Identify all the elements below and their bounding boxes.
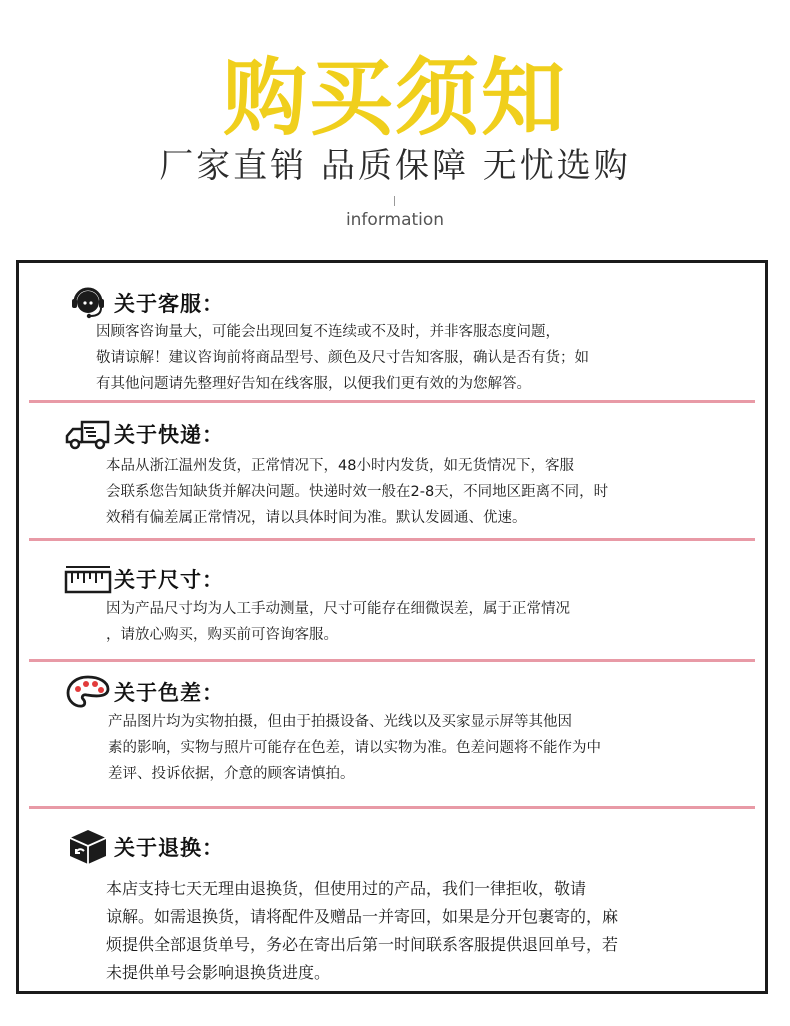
page-title: 购买须知 [222,49,567,147]
section-body [96,319,732,397]
english-caption: information [345,210,445,230]
divider-tick [394,196,395,206]
customer-service-headset-icon [64,285,112,321]
section-header [64,561,224,597]
info-panel [16,260,768,994]
section-body [106,453,732,531]
section-divider [29,806,755,809]
page-subtitle: 厂家直销 品质保障 无忧选购 [159,146,631,186]
section-divider [29,659,755,662]
section-body [108,709,732,787]
body-line: 因为产品尺寸均为人工手动测量，尺寸可能存在细微误差，属于正常情况 [106,601,570,617]
section-divider [29,400,755,403]
section-header [64,674,224,710]
body-line: 因顾客咨询量大，可能会出现回复不连续或不及时，并非客服态度问题， [96,324,560,340]
body-line: 未提供单号会影响退换货进度。 [106,963,331,982]
section-body [106,596,732,648]
delivery-truck-icon [64,416,112,452]
body-line: 烦提供全部退货单号，务必在寄出后第一时间联系客服提供退回单号，若 [106,935,619,954]
body-line: 产品图片均为实物拍摄，但由于拍摄设备、光线以及买家显示屏等其他因 [108,714,572,730]
section-header [64,285,224,321]
color-palette-icon [64,674,112,710]
body-line: 敬请谅解！建议咨询前将商品型号、颜色及尺寸告知客服，确认是否有货；如 [96,350,589,366]
section-title: 关于尺寸： [114,568,224,592]
section-divider [29,538,755,541]
ruler-icon [64,561,112,597]
body-line: 素的影响，实物与照片可能存在色差，请以实物为准。色差问题将不能作为中 [108,740,601,756]
section-title: 关于色差： [114,681,224,705]
section-header [64,829,224,865]
body-line: 差评、投诉依据，介意的顾客请慎拍。 [108,766,355,782]
section-title: 关于客服： [114,292,224,316]
body-line: 本店支持七天无理由退换货，但使用过的产品，我们一律拒收，敬请 [106,879,587,898]
section-title: 关于退换： [114,836,224,860]
section-body [106,875,732,987]
section-title: 关于快递： [114,423,224,447]
body-line: 本品从浙江温州发货，正常情况下，48小时内发货，如无货情况下，客服 [106,458,574,474]
body-line: ，请放心购买，购买前可咨询客服。 [106,627,338,643]
body-line: 会联系您告知缺货并解决问题。快递时效一般在2-8天，不同地区距离不同，时 [106,484,609,500]
body-line: 谅解。如需退换货，请将配件及赠品一并寄回，如果是分开包裹寄的，麻 [106,907,619,926]
body-line: 有其他问题请先整理好告知在线客服，以便我们更有效的为您解答。 [96,376,531,392]
section-header [64,416,224,452]
return-box-icon [64,829,112,865]
body-line: 效稍有偏差属正常情况，请以具体时间为准。默认发圆通、优速。 [106,510,527,526]
